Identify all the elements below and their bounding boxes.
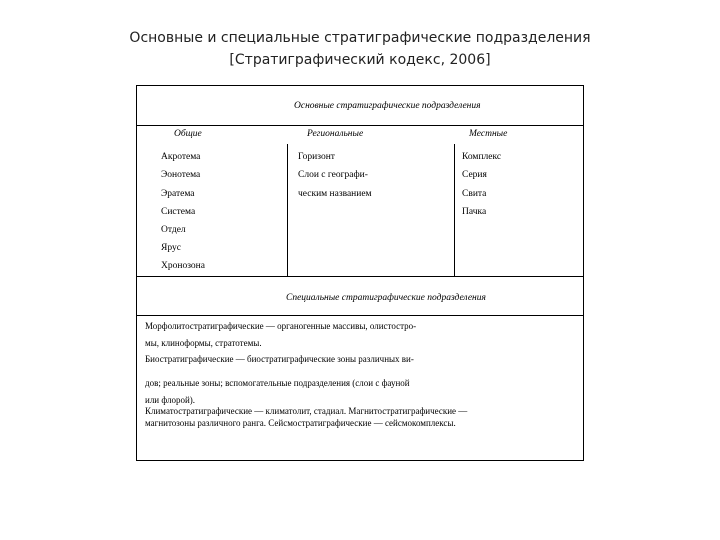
column-header-local: Местные bbox=[469, 129, 508, 139]
list-item: Ярус bbox=[161, 243, 181, 253]
list-item: Эонотема bbox=[161, 170, 201, 180]
list-item: Свита bbox=[462, 189, 487, 199]
divider bbox=[137, 315, 583, 316]
list-item: Хронозона bbox=[161, 261, 205, 271]
page-title: Основные и специальные стратиграфические подразделения bbox=[129, 30, 591, 46]
paragraph-line: дов; реальные зоны; вспомогательные подразделения (слои с фауной bbox=[145, 378, 410, 388]
list-item: Эратема bbox=[161, 189, 195, 199]
paragraph-line: Морфолитостратиграфические — органогенные массивы, олистостро- bbox=[145, 321, 417, 331]
list-item: Отдел bbox=[161, 225, 186, 235]
divider bbox=[137, 125, 583, 126]
paragraph-line: Климатостратиграфические — климатолит, стадиал. Магнитостратиграфические — bbox=[145, 406, 468, 416]
special-section-heading: Специальные стратиграфические подразделения bbox=[286, 293, 486, 303]
list-item: Серия bbox=[462, 170, 487, 180]
page-subtitle: [Стратиграфический кодекс, 2006] bbox=[229, 52, 491, 68]
list-item: Система bbox=[161, 207, 196, 217]
main-section-heading: Основные стратиграфические подразделения bbox=[294, 101, 481, 111]
classification-table bbox=[136, 85, 584, 461]
column-divider bbox=[454, 144, 455, 276]
column-header-general: Общие bbox=[174, 129, 202, 139]
divider bbox=[137, 276, 583, 277]
column-header-regional: Региональные bbox=[307, 129, 364, 139]
list-item: Акротема bbox=[161, 152, 201, 162]
paragraph-line: или флорой). bbox=[145, 395, 196, 405]
list-item: ческим названием bbox=[298, 189, 372, 199]
column-divider bbox=[287, 144, 288, 276]
list-item: Пачка bbox=[462, 207, 487, 217]
paragraph-line: Биостратиграфические — биостратиграфические зоны различных ви- bbox=[145, 354, 414, 364]
list-item: Комплекс bbox=[462, 152, 502, 162]
list-item: Слои с географи- bbox=[298, 170, 368, 180]
paragraph-line: магнитозоны различного ранга. Сейсмостратиграфические — сейсмокомплексы. bbox=[145, 418, 456, 428]
paragraph-line: мы, клиноформы, стратотемы. bbox=[145, 338, 262, 348]
list-item: Горизонт bbox=[298, 152, 335, 162]
